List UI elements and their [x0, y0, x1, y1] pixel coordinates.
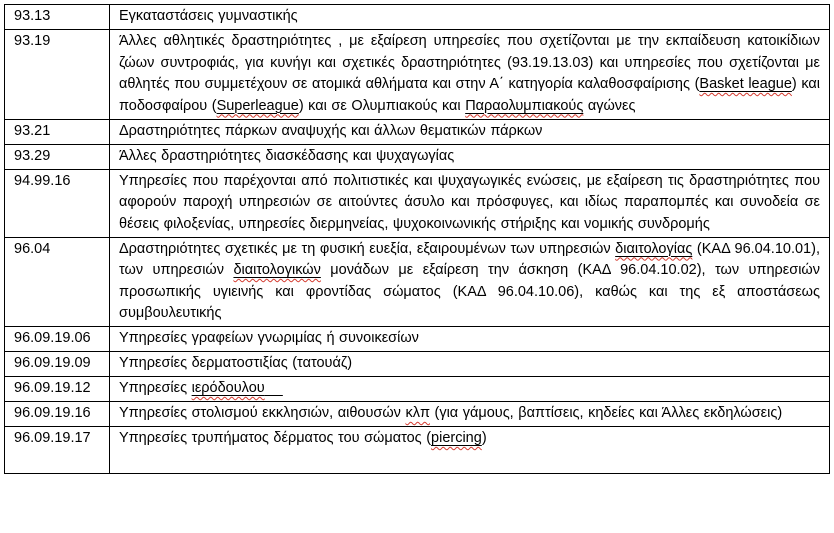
table-row	[5, 5, 830, 30]
table-row	[5, 169, 830, 237]
description-cell: Υπηρεσίες τρυπήματος δέρματος του σώματος (piercing)	[110, 427, 830, 474]
code-cell: 93.29	[5, 144, 110, 169]
kad-code-table	[4, 4, 830, 474]
underlined-misspelled-word	[431, 430, 482, 446]
code-cell: 93.19	[5, 30, 110, 120]
underlined-misspelled-word	[699, 76, 791, 92]
table-row	[5, 119, 830, 144]
code-cell: 93.21	[5, 119, 110, 144]
table-row	[5, 144, 830, 169]
code-cell: 96.09.19.06	[5, 327, 110, 352]
underline-extension	[265, 380, 283, 396]
description-cell: Δραστηριότητες σχετικές με τη φυσική ευεξία, εξαιρουμένων των υπηρεσιών διαιτολογίας (ΚΑΔ 96.04.10.01), των υπηρεσιών διαιτολογικών μονάδων με εξαίρεση την άσκηση (ΚΑΔ 96.04.10.02), των υπηρεσιών προσωπικής υγιεινής και φροντίδας σώματος (ΚΑΔ 96.04.10.06), καθώς και της εξ αποστάσεως συμβουλευτικής	[110, 237, 830, 327]
underlined-misspelled-word	[233, 262, 320, 278]
description-cell: Υπηρεσίες γραφείων γνωριμίας ή συνοικεσίων	[110, 327, 830, 352]
table-body	[5, 5, 830, 474]
document-page	[4, 4, 830, 474]
description-cell: Υπηρεσίες ιερόδουλου	[110, 377, 830, 402]
spellcheck-squiggle: piercing	[431, 430, 482, 446]
code-cell: 96.09.19.09	[5, 352, 110, 377]
spellcheck-squiggle: Basket league	[699, 76, 792, 92]
spellcheck-squiggle: ιερόδουλου	[191, 380, 265, 396]
table-row	[5, 377, 830, 402]
spellcheck-squiggle: διαιτολογίας	[615, 240, 693, 257]
code-cell: 96.04	[5, 237, 110, 327]
table-row	[5, 402, 830, 427]
description-cell: Υπηρεσίες που παρέχονται από πολιτιστικές και ψυχαγωγικές ενώσεις, με εξαίρεση τις δραστηριότητες που αφορούν παροχή υπηρεσιών σε αιτούντες άσυλο και πρόσφυγες, και ιδίως παραπομπές και συνοδεία σε θέσεις φιλοξενίας, υπηρεσίες διερμηνείας, ψυχοκοινωνικής στήριξης και νομικής συνδρομής	[110, 169, 830, 237]
underlined-misspelled-word	[615, 241, 692, 257]
description-cell: Άλλες δραστηριότητες διασκέδασης και ψυχαγωγίας	[110, 144, 830, 169]
description-cell: Υπηρεσίες στολισμού εκκλησιών, αιθουσών κλπ (για γάμους, βαπτίσεις, κηδείες και Άλλες εκδηλώσεις)	[110, 402, 830, 427]
code-cell: 96.09.19.17	[5, 427, 110, 474]
blank-line	[119, 450, 820, 472]
misspelled-word: κλπ	[405, 405, 430, 421]
table-row	[5, 327, 830, 352]
code-cell: 94.99.16	[5, 169, 110, 237]
code-cell: 93.13	[5, 5, 110, 30]
description-cell: Άλλες αθλητικές δραστηριότητες , με εξαίρεση υπηρεσίες που σχετίζονται με την εκπαίδευση κατοικίδιων ζώων συντροφιάς, για κυνήγι και σχετικές δραστηριότητες (93.19.13.03) και υπηρεσίες που σχετίζονται με αθλητές που συμμετέχουν σε ατομικά αθλήματα και στην Α΄ κατηγορία καλαθοσφαίρισης (Basket league) και ποδοσφαίρου (Superleague) και σε Ολυμπιακούς και Παραολυμπιακούς αγώνες	[110, 30, 830, 120]
table-row	[5, 30, 830, 120]
spellcheck-squiggle: διαιτολογικών	[233, 262, 321, 278]
spellcheck-squiggle: Superleague	[216, 97, 299, 114]
description-cell: Δραστηριότητες πάρκων αναψυχής και άλλων θεματικών πάρκων	[110, 119, 830, 144]
code-cell: 96.09.19.12	[5, 377, 110, 402]
underlined-misspelled-word	[465, 98, 583, 114]
underlined-misspelled-word	[192, 380, 265, 396]
description-cell: Εγκαταστάσεις γυμναστικής	[110, 5, 830, 30]
spellcheck-squiggle: Παραολυμπιακούς	[465, 97, 584, 114]
underlined-misspelled-word	[217, 98, 299, 114]
code-cell: 96.09.19.16	[5, 402, 110, 427]
table-row	[5, 237, 830, 327]
description-cell: Υπηρεσίες δερματοστιξίας (τατουάζ)	[110, 352, 830, 377]
table-row	[5, 427, 830, 474]
table-row	[5, 352, 830, 377]
